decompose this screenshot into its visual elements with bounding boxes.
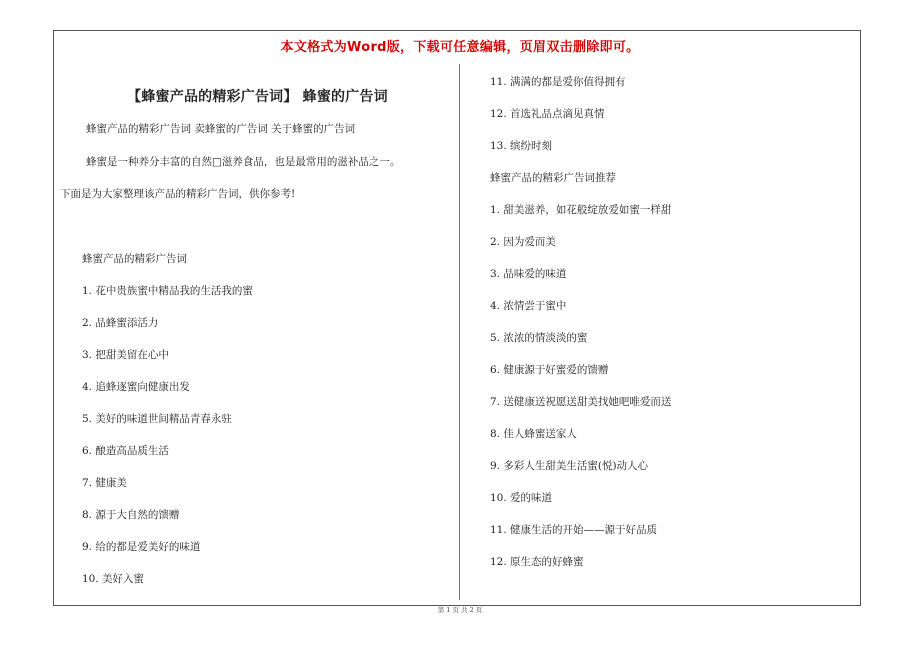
keywords-line: 蜂蜜产品的精彩广告词 卖蜂蜜的广告词 关于蜂蜜的广告词 [86,123,356,135]
left-column [60,82,455,595]
intro-line-1: 蜂蜜是一种养分丰富的自然□滋养食品，也是最常用的滋补品之一。 [86,156,401,168]
list-item: 8. 源于大自然的馈赠 [82,509,180,521]
right-column [490,66,850,578]
list-item: 10. 爱的味道 [490,492,553,504]
list-item: 5. 美好的味道世间精品青春永驻 [82,413,232,425]
list-item: 3. 把甜美留在心中 [82,349,169,361]
list-item: 4. 追蜂逐蜜向健康出发 [82,381,190,393]
list-item: 3. 品味爱的味道 [490,268,567,280]
list-item: 2. 因为爱而美 [490,236,556,248]
list-item: 9. 多彩人生甜美生活蜜(悦)动人心 [490,460,649,472]
list-item: 2. 品蜂蜜添活力 [82,317,159,329]
list-item: 9. 给的都是爱美好的味道 [82,541,201,553]
list-item: 1. 甜美滋养，如花般绽放爱如蜜一样甜 [490,204,672,216]
list-item: 12. 首选礼品点滴见真情 [490,108,605,120]
list-item: 5. 浓浓的情淡淡的蜜 [490,332,588,344]
section-heading: 蜂蜜产品的精彩广告词 [82,253,187,265]
intro-line-2: 下面是为大家整理该产品的精彩广告词，供你参考! [60,188,296,200]
list-item: 13. 缤纷时刻 [490,140,553,152]
list-item: 11. 满满的都是爱你值得拥有 [490,76,626,88]
list-item: 8. 佳人蜂蜜送家人 [490,428,577,440]
list-item: 11. 健康生活的开始——源于好品质 [490,524,658,536]
list-item: 7. 送健康送祝愿送甜美找她吧唯爱而送 [490,396,672,408]
list-item: 1. 花中贵族蜜中精品我的生活我的蜜 [82,285,253,297]
header-banner: 本文格式为Word版，下载可任意编辑，页眉双击删除即可。 [280,40,640,55]
list-item: 6. 酿造高品质生活 [82,445,169,457]
section-heading-recommend: 蜂蜜产品的精彩广告词推荐 [490,172,616,184]
list-item: 6. 健康源于好蜜爱的馈赠 [490,364,609,376]
list-item: 4. 浓情尝于蜜中 [490,300,567,312]
list-item: 10. 美好入蜜 [82,573,145,585]
list-item: 7. 健康美 [82,477,127,489]
document-title: 【蜂蜜产品的精彩广告词】 蜂蜜的广告词 [127,89,388,105]
column-divider [459,64,460,600]
page-footer: 第 1 页 共 2 页 [437,606,483,614]
list-item: 12. 原生态的好蜂蜜 [490,556,584,568]
